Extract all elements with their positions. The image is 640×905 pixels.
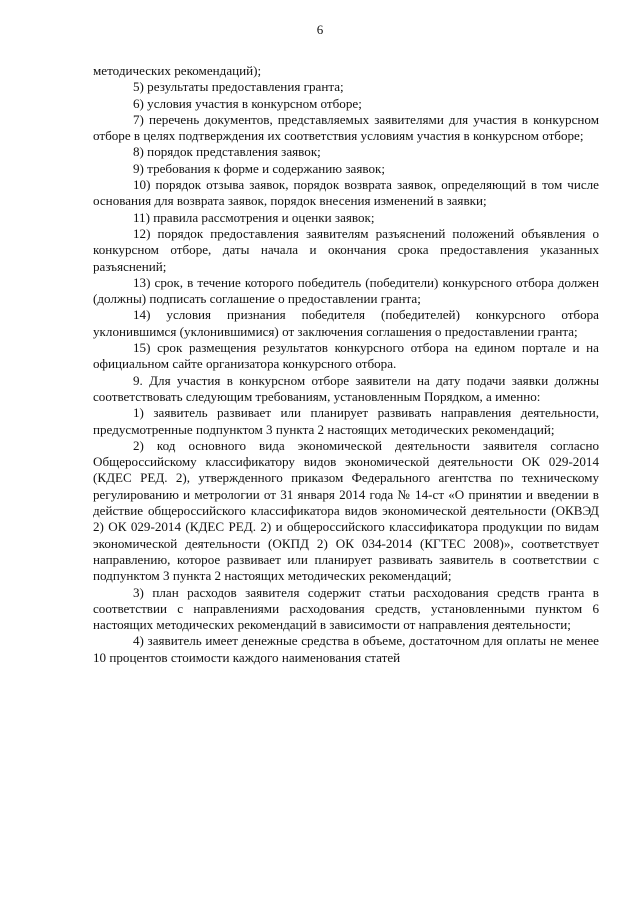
paragraph: 9) требования к форме и содержанию заявок; [133, 160, 386, 176]
paragraph: 12) порядок предоставления заявителям разъяснений положений объявления о конкурсном отборе, даты начала и окончания срока предоставления указанных разъяснений; [93, 225, 599, 274]
paragraph: 15) срок размещения результатов конкурсного отбора на едином портале и на официальном сайте организатора конкурсного отбора. [93, 340, 599, 372]
paragraph: 14) условия признания победителя (победителей) конкурсного отбора уклонившимся (уклонившимися) от заключения соглашения о предоставлении гранта; [93, 307, 599, 339]
paragraph: 8) порядок представления заявок; [133, 144, 321, 160]
paragraph: методических рекомендаций); [93, 63, 262, 78]
paragraph: 6) условия участия в конкурсном отборе; [133, 95, 362, 111]
paragraph: 7) перечень документов, представляемых заявителями для участия в конкурсном отборе в целях подтверждения их соответствия условиям участия в конкурсном отборе; [93, 111, 599, 144]
paragraph: 3) план расходов заявителя содержит статьи расходования средств гранта в соответствии с направлениями расходования средств, установленными пунктом 6 настоящих методических рекомендаций в зависимости от направления деятельности; [93, 584, 599, 633]
page-number: 6 [316, 22, 324, 37]
paragraph: 10) порядок отзыва заявок, порядок возврата заявок, определяющий в том числе основания для возврата заявок, порядок внесения изменений в заявки; [93, 177, 599, 209]
paragraph: 1) заявитель развивает или планирует развивать направления деятельности, предусмотренные подпунктом 3 пункта 2 настоящих методических рекомендаций; [93, 405, 599, 437]
paragraph: 2) код основного вида экономической деятельности заявителя согласно Общероссийскому классификатору видов экономической деятельности ОК 029-2014 (КДЕС РЕД. 2), утвержденного приказом Федерального агентства по техническому регулированию и метрологии от 31 января 2014 года № 14-ст «О принятии и введении в действие общероссийского классификатора видов экономической деятельности (ОКВЭД 2) ОК 029-2014 (КДЕС РЕД. 2) и общероссийского классификатора продукции по видам экономической деятельности (ОКПД 2) ОК 034-2014 (КГТЕС 2008)», соответствует направлению, которое развивает или планирует развивать заявитель в соответствии с подпунктом 3 пункта 2 настоящих методических рекомендаций; [93, 437, 599, 584]
paragraph: 5) результаты предоставления гранта; [133, 79, 344, 95]
paragraph: 9. Для участия в конкурсном отборе заявители на дату подачи заявки должны соответствовать следующим требованиям, установленным Порядком, а именно: [93, 372, 599, 404]
paragraph: 13) срок, в течение которого победитель (победители) конкурсного отбора должен (должны) подписать соглашение о предоставлении гранта; [93, 274, 599, 307]
paragraph: 11) правила рассмотрения и оценки заявок; [133, 209, 375, 225]
paragraph: 4) заявитель имеет денежные средства в объеме, достаточном для оплаты не менее 10 процентов стоимости каждого наименования статей [93, 633, 599, 665]
document-body [93, 63, 599, 666]
